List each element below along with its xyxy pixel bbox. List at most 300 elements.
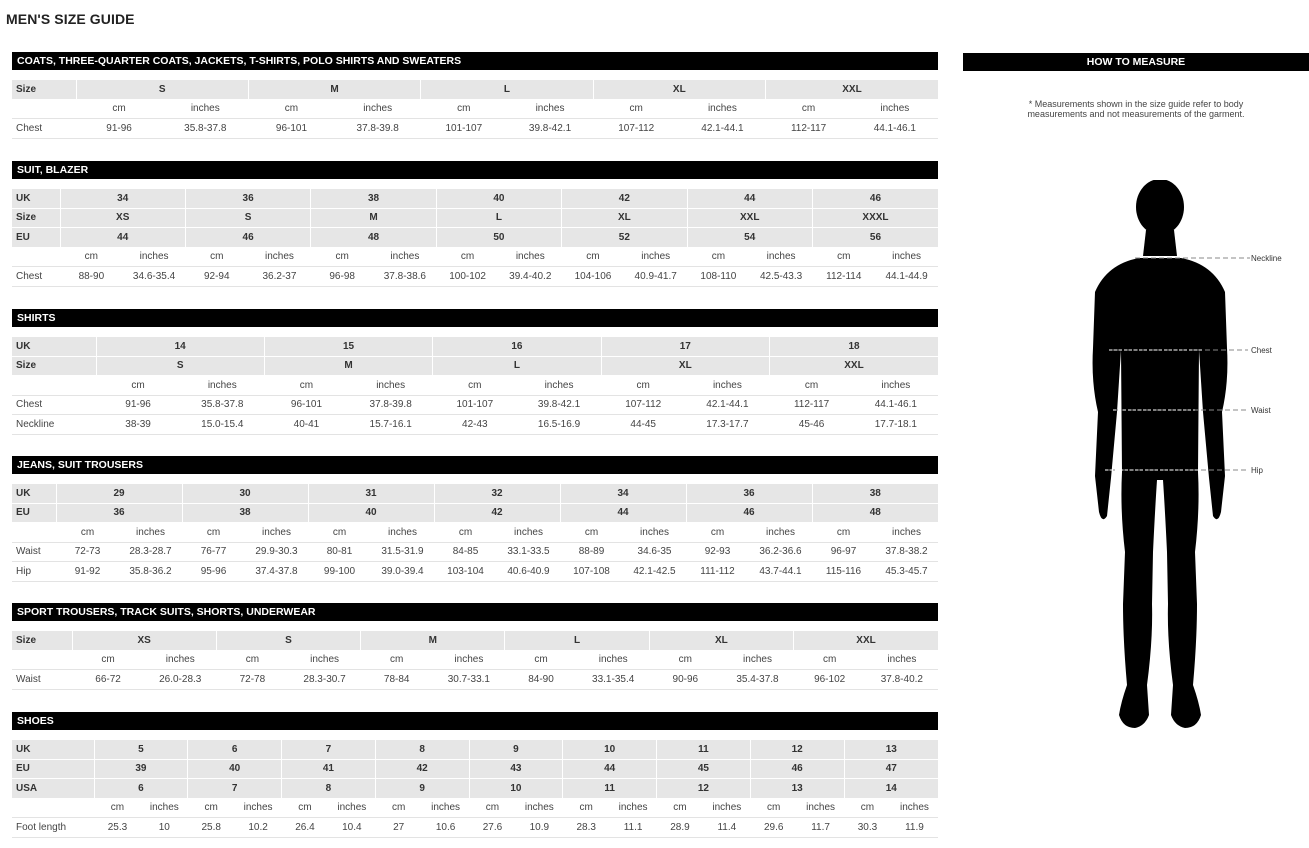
data-cell: 35.8-36.2: [119, 562, 182, 582]
data-cell: 40-41: [264, 415, 348, 435]
unit-cm: cm: [601, 376, 685, 396]
body-silhouette-figure: [1075, 180, 1309, 750]
unit-cm: cm: [375, 798, 422, 818]
header-cell: 36: [56, 503, 182, 523]
unit-inches: inches: [507, 99, 593, 119]
unit-cm: cm: [308, 523, 371, 543]
header-cell: 32: [434, 484, 560, 503]
unit-inches: inches: [750, 247, 813, 267]
header-row-eu: [12, 503, 938, 523]
row-label: UK: [12, 484, 56, 503]
unit-cm: cm: [649, 650, 721, 670]
header-cell: 13: [844, 740, 938, 759]
row-label: UK: [12, 740, 94, 759]
unit-cm: cm: [433, 376, 517, 396]
header-cell: XL: [562, 208, 687, 228]
data-cell: 34.6-35: [623, 542, 686, 562]
header-cell: L: [505, 631, 649, 650]
data-cell: 80-81: [308, 542, 371, 562]
unit-cm: cm: [421, 99, 507, 119]
data-row-chest: [12, 395, 938, 415]
data-cell: 11.4: [703, 818, 750, 838]
row-label: UK: [12, 189, 60, 208]
header-cell: XXL: [770, 356, 939, 376]
data-cell: 28.9: [657, 818, 704, 838]
unit-inches: inches: [624, 247, 687, 267]
data-cell: 36.2-37: [248, 267, 311, 287]
size-table-section: [12, 309, 938, 435]
data-cell: 30.3: [844, 818, 891, 838]
unit-cm: cm: [94, 798, 141, 818]
data-cell: 84-90: [505, 670, 577, 690]
header-cell: 44: [560, 503, 686, 523]
data-cell: 37.8-39.8: [335, 119, 421, 139]
header-cell: 10: [469, 779, 563, 799]
unit-row-spacer: [12, 376, 96, 396]
data-cell: 96-97: [812, 542, 875, 562]
data-cell: 40.9-41.7: [624, 267, 687, 287]
unit-inches: inches: [328, 798, 375, 818]
data-cell: 37.4-37.8: [245, 562, 308, 582]
unit-cm: cm: [182, 523, 245, 543]
size-table-section: [12, 712, 938, 838]
unit-cm: cm: [563, 798, 610, 818]
data-cell: 66-72: [72, 670, 144, 690]
header-cell: S: [216, 631, 360, 650]
unit-cm: cm: [687, 247, 750, 267]
unit-inches: inches: [679, 99, 765, 119]
row-label: Size: [12, 631, 72, 650]
data-cell: 15.7-16.1: [349, 415, 433, 435]
data-cell: 27.6: [469, 818, 516, 838]
row-label: Neckline: [12, 415, 96, 435]
unit-inches: inches: [162, 99, 248, 119]
unit-inches: inches: [499, 247, 562, 267]
unit-row-spacer: [12, 650, 72, 670]
data-row-waist: [12, 542, 938, 562]
header-row-eu: [12, 759, 938, 779]
row-label: Size: [12, 80, 76, 99]
data-cell: 112-117: [766, 119, 852, 139]
unit-cm: cm: [686, 523, 749, 543]
unit-inches: inches: [517, 376, 601, 396]
row-label: Chest: [12, 119, 76, 139]
silhouette-icon: [1093, 180, 1228, 728]
header-cell: 42: [562, 189, 687, 208]
data-cell: 91-96: [96, 395, 180, 415]
header-cell: 39: [94, 759, 188, 779]
section-title: SPORT TROUSERS, TRACK SUITS, SHORTS, UNDERWEAR: [12, 603, 938, 621]
unit-inches: inches: [685, 376, 769, 396]
data-cell: 39.8-42.1: [517, 395, 601, 415]
data-cell: 88-89: [560, 542, 623, 562]
data-cell: 45-46: [770, 415, 854, 435]
data-cell: 10.6: [422, 818, 469, 838]
unit-inches: inches: [891, 798, 938, 818]
header-cell: 14: [844, 779, 938, 799]
unit-cm: cm: [766, 99, 852, 119]
header-cell: 8: [282, 779, 376, 799]
unit-cm: cm: [562, 247, 625, 267]
unit-inches: inches: [288, 650, 360, 670]
header-cell: 46: [812, 189, 938, 208]
unit-row-spacer: [12, 99, 76, 119]
header-cell: 40: [188, 759, 282, 779]
data-cell: 10: [141, 818, 188, 838]
header-cell: 12: [657, 779, 751, 799]
unit-cm: cm: [76, 99, 162, 119]
header-cell: 42: [434, 503, 560, 523]
unit-inches: inches: [248, 247, 311, 267]
row-label: EU: [12, 228, 60, 248]
size-table-section: [12, 603, 938, 690]
row-label: USA: [12, 779, 94, 799]
row-label: UK: [12, 337, 96, 356]
data-cell: 84-85: [434, 542, 497, 562]
unit-inches: inches: [245, 523, 308, 543]
section-title: SHOES: [12, 712, 938, 730]
size-table: [12, 484, 938, 582]
header-row-uk: [12, 337, 938, 356]
unit-inches: inches: [497, 523, 560, 543]
row-label: Chest: [12, 395, 96, 415]
data-cell: 100-102: [436, 267, 499, 287]
data-cell: 39.0-39.4: [371, 562, 434, 582]
unit-cm: cm: [505, 650, 577, 670]
row-label: Chest: [12, 267, 60, 287]
how-to-measure-panel: [963, 53, 1309, 119]
data-cell: 11.9: [891, 818, 938, 838]
header-cell: XS: [60, 208, 185, 228]
header-cell: S: [185, 208, 310, 228]
header-cell: 48: [311, 228, 436, 248]
data-cell: 99-100: [308, 562, 371, 582]
data-cell: 33.1-33.5: [497, 542, 560, 562]
data-cell: 26.4: [282, 818, 329, 838]
header-cell: 52: [562, 228, 687, 248]
unit-cm: cm: [248, 99, 334, 119]
data-cell: 35.4-37.8: [721, 670, 793, 690]
data-cell: 28.3: [563, 818, 610, 838]
unit-inches: inches: [577, 650, 649, 670]
data-cell: 44.1-46.1: [854, 395, 938, 415]
data-cell: 34.6-35.4: [123, 267, 186, 287]
header-row-usa: [12, 779, 938, 799]
data-cell: 91-96: [76, 119, 162, 139]
size-table: [12, 189, 938, 287]
header-cell: 7: [188, 779, 282, 799]
data-cell: 42.5-43.3: [750, 267, 813, 287]
row-label: Size: [12, 356, 96, 376]
unit-cm: cm: [593, 99, 679, 119]
unit-row: [12, 376, 938, 396]
size-table: [12, 631, 938, 690]
unit-cm: cm: [216, 650, 288, 670]
data-row-waist: [12, 670, 938, 690]
unit-inches: inches: [371, 523, 434, 543]
data-cell: 92-93: [686, 542, 749, 562]
unit-inches: inches: [349, 376, 433, 396]
unit-cm: cm: [469, 798, 516, 818]
unit-inches: inches: [854, 376, 938, 396]
header-row-size: [12, 208, 938, 228]
unit-row-spacer: [12, 247, 60, 267]
unit-row: [12, 523, 938, 543]
unit-inches: inches: [141, 798, 188, 818]
header-cell: S: [96, 356, 264, 376]
header-cell: 8: [375, 740, 469, 759]
neckline-label: Neckline: [1251, 254, 1282, 263]
size-table-section: [12, 456, 938, 582]
header-cell: 38: [182, 503, 308, 523]
unit-inches: inches: [852, 99, 938, 119]
data-cell: 35.8-37.8: [180, 395, 264, 415]
data-cell: 26.0-28.3: [144, 670, 216, 690]
data-row-chest: [12, 119, 938, 139]
page-title: MEN'S SIZE GUIDE: [6, 11, 135, 27]
header-cell: M: [248, 80, 420, 99]
data-cell: 29.6: [750, 818, 797, 838]
data-cell: 104-106: [562, 267, 625, 287]
data-cell: 108-110: [687, 267, 750, 287]
header-cell: 11: [563, 779, 657, 799]
data-cell: 107-112: [593, 119, 679, 139]
data-cell: 111-112: [686, 562, 749, 582]
unit-cm: cm: [560, 523, 623, 543]
unit-inches: inches: [335, 99, 421, 119]
header-cell: 16: [433, 337, 601, 356]
section-title: SHIRTS: [12, 309, 938, 327]
unit-cm: cm: [812, 247, 875, 267]
data-cell: 10.9: [516, 818, 563, 838]
unit-cm: cm: [770, 376, 854, 396]
unit-inches: inches: [516, 798, 563, 818]
header-cell: 29: [56, 484, 182, 503]
data-cell: 107-112: [601, 395, 685, 415]
data-cell: 43.7-44.1: [749, 562, 812, 582]
data-cell: 37.8-38.6: [374, 267, 437, 287]
data-cell: 92-94: [185, 267, 248, 287]
header-cell: 54: [687, 228, 812, 248]
unit-inches: inches: [433, 650, 505, 670]
data-cell: 37.8-38.2: [875, 542, 938, 562]
unit-cm: cm: [264, 376, 348, 396]
data-cell: 25.3: [94, 818, 141, 838]
row-label: Size: [12, 208, 60, 228]
unit-inches: inches: [703, 798, 750, 818]
section-title: COATS, THREE-QUARTER COATS, JACKETS, T-SHIRTS, POLO SHIRTS AND SWEATERS: [12, 52, 938, 70]
data-cell: 15.0-15.4: [180, 415, 264, 435]
data-cell: 25.8: [188, 818, 235, 838]
unit-cm: cm: [434, 523, 497, 543]
header-cell: 40: [436, 189, 561, 208]
unit-row: [12, 99, 938, 119]
header-cell: 12: [750, 740, 844, 759]
data-cell: 72-73: [56, 542, 119, 562]
data-cell: 39.4-40.2: [499, 267, 562, 287]
unit-inches: inches: [623, 523, 686, 543]
header-cell: 17: [601, 337, 769, 356]
data-cell: 28.3-30.7: [288, 670, 360, 690]
size-table-section: [12, 161, 938, 287]
header-cell: 44: [687, 189, 812, 208]
unit-inches: inches: [610, 798, 657, 818]
header-row-uk: [12, 189, 938, 208]
data-cell: 42.1-44.1: [685, 395, 769, 415]
header-cell: 44: [563, 759, 657, 779]
measurement-note: * Measurements shown in the size guide refer to body measurements and not measurements of the garment.: [1027, 99, 1245, 119]
data-row-chest: [12, 267, 938, 287]
data-cell: 28.3-28.7: [119, 542, 182, 562]
header-cell: S: [76, 80, 248, 99]
unit-inches: inches: [721, 650, 793, 670]
header-cell: XL: [593, 80, 765, 99]
data-cell: 112-117: [770, 395, 854, 415]
unit-cm: cm: [60, 247, 123, 267]
header-row-eu: [12, 228, 938, 248]
header-cell: XXL: [766, 80, 939, 99]
section-title: SUIT, BLAZER: [12, 161, 938, 179]
row-label: Waist: [12, 542, 56, 562]
data-cell: 76-77: [182, 542, 245, 562]
unit-inches: inches: [422, 798, 469, 818]
row-label: Foot length: [12, 818, 94, 838]
header-cell: XL: [601, 356, 769, 376]
unit-cm: cm: [56, 523, 119, 543]
header-cell: 48: [812, 503, 938, 523]
header-cell: M: [361, 631, 505, 650]
unit-cm: cm: [282, 798, 329, 818]
header-cell: L: [421, 80, 593, 99]
header-row-size: [12, 356, 938, 376]
header-cell: 30: [182, 484, 308, 503]
header-cell: XXL: [794, 631, 938, 650]
unit-row-spacer: [12, 523, 56, 543]
data-cell: 37.8-40.2: [866, 670, 938, 690]
data-cell: 40.6-40.9: [497, 562, 560, 582]
data-cell: 103-104: [434, 562, 497, 582]
data-cell: 72-78: [216, 670, 288, 690]
header-cell: 46: [750, 759, 844, 779]
unit-cm: cm: [188, 798, 235, 818]
waist-label: Waist: [1251, 406, 1271, 415]
header-cell: L: [436, 208, 561, 228]
data-cell: 90-96: [649, 670, 721, 690]
data-cell: 38-39: [96, 415, 180, 435]
unit-cm: cm: [657, 798, 704, 818]
unit-inches: inches: [875, 247, 938, 267]
data-cell: 44.1-46.1: [852, 119, 938, 139]
unit-cm: cm: [72, 650, 144, 670]
data-cell: 96-102: [794, 670, 866, 690]
header-cell: 10: [563, 740, 657, 759]
unit-inches: inches: [797, 798, 844, 818]
data-cell: 39.8-42.1: [507, 119, 593, 139]
header-cell: M: [264, 356, 432, 376]
header-cell: 7: [282, 740, 376, 759]
header-cell: 14: [96, 337, 264, 356]
unit-inches: inches: [144, 650, 216, 670]
how-to-measure-title: HOW TO MEASURE: [963, 53, 1309, 71]
header-row-uk: [12, 740, 938, 759]
section-title: JEANS, SUIT TROUSERS: [12, 456, 938, 474]
header-row-uk: [12, 484, 938, 503]
header-cell: 31: [308, 484, 434, 503]
header-row-size: [12, 80, 938, 99]
data-cell: 29.9-30.3: [245, 542, 308, 562]
header-cell: 45: [657, 759, 751, 779]
data-cell: 44-45: [601, 415, 685, 435]
data-cell: 101-107: [433, 395, 517, 415]
unit-inches: inches: [123, 247, 186, 267]
data-cell: 35.8-37.8: [162, 119, 248, 139]
header-cell: 56: [812, 228, 938, 248]
data-cell: 107-108: [560, 562, 623, 582]
data-cell: 27: [375, 818, 422, 838]
header-cell: 47: [844, 759, 938, 779]
header-cell: 9: [375, 779, 469, 799]
unit-cm: cm: [794, 650, 866, 670]
unit-cm: cm: [436, 247, 499, 267]
unit-inches: inches: [374, 247, 437, 267]
header-cell: 18: [770, 337, 939, 356]
header-cell: 36: [686, 484, 812, 503]
header-cell: 9: [469, 740, 563, 759]
unit-row: [12, 650, 938, 670]
unit-inches: inches: [866, 650, 938, 670]
unit-cm: cm: [361, 650, 433, 670]
data-cell: 30.7-33.1: [433, 670, 505, 690]
chest-label: Chest: [1251, 346, 1272, 355]
data-cell: 37.8-39.8: [349, 395, 433, 415]
header-cell: 44: [60, 228, 185, 248]
data-cell: 96-98: [311, 267, 374, 287]
data-cell: 16.5-16.9: [517, 415, 601, 435]
header-cell: 5: [94, 740, 188, 759]
unit-cm: cm: [96, 376, 180, 396]
unit-inches: inches: [749, 523, 812, 543]
data-cell: 88-90: [60, 267, 123, 287]
unit-cm: cm: [812, 523, 875, 543]
header-cell: 34: [60, 189, 185, 208]
data-cell: 11.7: [797, 818, 844, 838]
header-cell: M: [311, 208, 436, 228]
row-label: Waist: [12, 670, 72, 690]
header-cell: 13: [750, 779, 844, 799]
header-cell: 42: [375, 759, 469, 779]
header-cell: 50: [436, 228, 561, 248]
header-row-size: [12, 631, 938, 650]
unit-inches: inches: [119, 523, 182, 543]
data-cell: 96-101: [248, 119, 334, 139]
data-cell: 11.1: [610, 818, 657, 838]
data-cell: 17.3-17.7: [685, 415, 769, 435]
data-cell: 10.4: [328, 818, 375, 838]
unit-inches: inches: [875, 523, 938, 543]
unit-cm: cm: [311, 247, 374, 267]
header-cell: 46: [686, 503, 812, 523]
header-cell: XS: [72, 631, 216, 650]
data-cell: 112-114: [812, 267, 875, 287]
unit-row: [12, 247, 938, 267]
hip-label: Hip: [1251, 466, 1264, 475]
unit-inches: inches: [180, 376, 264, 396]
header-cell: 38: [311, 189, 436, 208]
size-table: [12, 740, 938, 838]
data-cell: 115-116: [812, 562, 875, 582]
data-cell: 44.1-44.9: [875, 267, 938, 287]
data-cell: 42.1-44.1: [679, 119, 765, 139]
